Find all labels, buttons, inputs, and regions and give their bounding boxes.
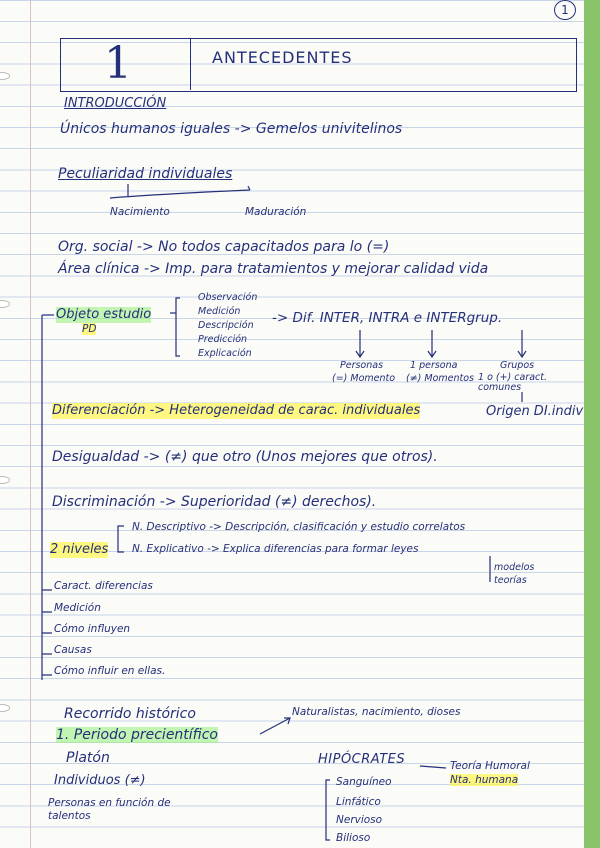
humor: Linfático bbox=[336, 796, 381, 808]
humor: Sanguíneo bbox=[336, 776, 392, 788]
col-1persona-b: (≠) Momentos bbox=[406, 373, 475, 384]
list-item: Cómo influir en ellas. bbox=[54, 665, 166, 677]
nivel-explicativo: N. Explicativo -> Explica diferencias para formar leyes bbox=[132, 543, 419, 555]
chapter-title: ANTECEDENTES bbox=[212, 48, 353, 67]
list-item: Causas bbox=[54, 644, 92, 656]
list-item: Medición bbox=[54, 602, 101, 614]
personas-talentos-2: talentos bbox=[48, 810, 91, 822]
origen-di: Origen DI.indiv bbox=[486, 404, 584, 419]
col-personas-b: (=) Momento bbox=[332, 373, 396, 384]
niveles-label: 2 niveles bbox=[50, 542, 109, 557]
objeto-item: Observación bbox=[198, 292, 258, 303]
humor: Nervioso bbox=[336, 814, 383, 826]
objeto-item: Explicación bbox=[198, 348, 252, 359]
intro-heading: INTRODUCCIÓN bbox=[64, 96, 167, 111]
nivel-descriptivo: N. Descriptivo -> Descripción, clasificación y estudio correlatos bbox=[132, 521, 466, 533]
nivel-extra: modelos bbox=[494, 562, 535, 573]
desigualdad: Desigualdad -> (≠) que otro (Unos mejores que otros). bbox=[52, 449, 438, 465]
objeto-item: Predicción bbox=[198, 334, 248, 345]
area-clinica: Área clínica -> Imp. para tratamientos y mejorar calidad vida bbox=[58, 261, 489, 277]
periodo-precientifico: 1. Periodo precientífico bbox=[56, 727, 218, 743]
naturalistas: Naturalistas, nacimiento, dioses bbox=[292, 706, 461, 718]
personas-talentos: Personas en función de bbox=[48, 797, 171, 809]
col-1persona: 1 persona bbox=[410, 360, 458, 371]
col-grupos-b: 1 o (+) caract. comunes bbox=[478, 372, 548, 393]
chapter-number: 1 bbox=[104, 38, 132, 89]
humor: Bilioso bbox=[336, 832, 371, 844]
list-item: Caract. diferencias bbox=[54, 580, 153, 592]
org-social: Org. social -> No todos capacitados para lo (=) bbox=[58, 239, 390, 255]
diferenciacion: Diferenciación -> Heterogeneidad de carac. individuales bbox=[52, 403, 421, 418]
recorrido-heading: Recorrido histórico bbox=[64, 706, 196, 722]
discriminacion: Discriminación -> Superioridad (≠) derechos). bbox=[52, 494, 377, 510]
teoria-humoral: Teoría Humoral bbox=[450, 760, 530, 772]
page-number: 1 bbox=[554, 0, 576, 20]
col-personas: Personas bbox=[340, 360, 384, 371]
list-item: Cómo influyen bbox=[54, 623, 131, 635]
objeto-item: Medición bbox=[198, 306, 241, 317]
col-grupos: Grupos bbox=[500, 360, 535, 371]
peculiaridad: Peculiaridad individuales bbox=[58, 166, 233, 182]
platon: Platón bbox=[66, 750, 110, 766]
nacimiento: Nacimiento bbox=[110, 206, 170, 218]
objeto-item: Descripción bbox=[198, 320, 254, 331]
maduracion: Maduración bbox=[245, 206, 307, 218]
objeto-arrow-text: -> Dif. INTER, INTRA e INTERgrup. bbox=[272, 310, 503, 326]
nivel-extra: teorías bbox=[494, 575, 527, 586]
nta-humana: Nta. humana bbox=[450, 774, 519, 786]
intro-line-1: Únicos humanos iguales -> Gemelos univitelinos bbox=[60, 121, 403, 137]
objeto-pd: PD bbox=[82, 323, 97, 335]
hipocrates: HIPÓCRATES bbox=[318, 752, 406, 767]
individuos: Individuos (≠) bbox=[54, 773, 146, 788]
objeto-estudio: Objeto estudio bbox=[56, 307, 152, 322]
